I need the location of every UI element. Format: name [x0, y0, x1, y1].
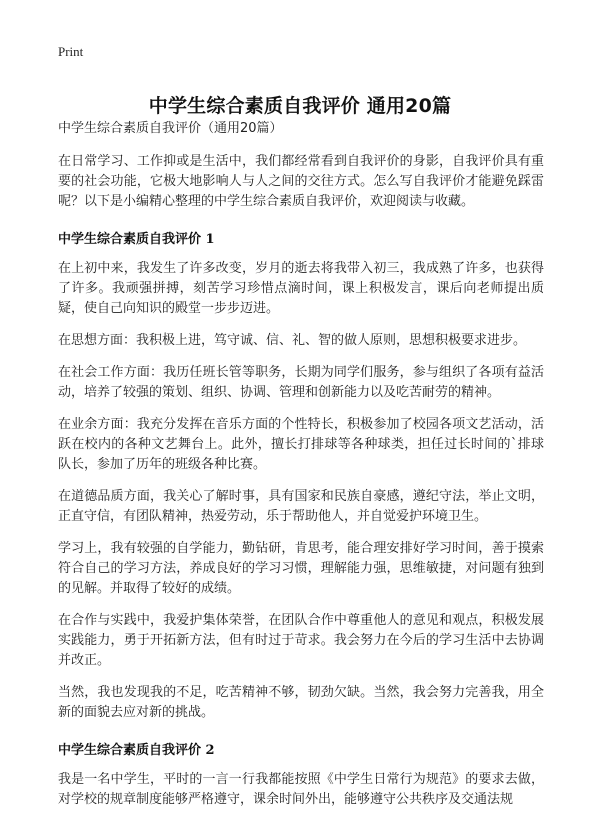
paragraph: 在上初中来，我发生了许多改变，岁月的逝去将我带入初三，我成熟了许多，也获得了许多。我顽强拼搏，刻苦学习珍惜点滴时间，课上积极发言，课后向老师提出质疑，使自己向知识的殿堂一步步迈进。 — [58, 261, 544, 316]
paragraph: 在业余方面：我充分发挥在音乐方面的个性特长，积极参加了校园各项文艺活动，活跃在校内的各种文艺舞台上。此外，擅长打排球等各种球类，担任过长时间的`排球队长，参加了历年的班级各种比赛。 — [58, 417, 544, 472]
paragraph: 在社会工作方面：我历任班长管等职务，长期为同学们服务，参与组织了各项有益活动，培养了较强的策划、组织、协调、管理和创新能力以及吃苦耐劳的精神。 — [58, 365, 544, 400]
section-heading-1: 中学生综合素质自我评价 1 — [58, 232, 215, 247]
paragraph: 在合作与实践中，我爱护集体荣誉，在团队合作中尊重他人的意见和观点，积极发展实践能力，勇于开拓新方法，但有时过于苛求。我会努力在今后的学习生活中去协调并改正。 — [58, 613, 544, 668]
section-heading-2: 中学生综合素质自我评价 2 — [58, 743, 215, 758]
print-link[interactable]: Print — [58, 44, 84, 59]
page-title: 中学生综合素质自我评价 通用20篇 — [148, 94, 452, 117]
paragraph: 在思想方面：我积极上进，笃守诚、信、礼、智的做人原则，思想积极要求进步。 — [58, 333, 527, 348]
paragraph: 学习上，我有较强的自学能力，勤钻研，肯思考，能合理安排好学习时间，善于摸索符合自己的学习方法，养成良好的学习习惯，理解能力强，思维敏捷，对问题有独到的见解。并取得了较好的成绩。 — [58, 541, 544, 596]
paragraph: 我是一名中学生，平时的一言一行我都能按照《中学生日常行为规范》的要求去做，对学校的规章制度能够严格遵守，课余时间外出，能够遵守公共秩序及交通法规 — [58, 772, 544, 807]
paragraph: 当然，我也发现我的不足，吃苦精神不够，韧劲欠缺。当然，我会努力完善我，用全新的面貌去应对新的挑战。 — [58, 685, 544, 720]
article-body — [58, 120, 544, 822]
intro-paragraph: 在日常学习、工作抑或是生活中，我们都经常看到自我评价的身影，自我评价具有重要的社会功能，它极大地影响人与人之间的交往方式。怎么写自我评价才能避免踩雷呢？以下是小编精心整理的中学生综合素质自我评价，欢迎阅读与收藏。 — [58, 154, 544, 209]
article-subtitle: 中学生综合素质自我评价（通用20篇） — [58, 121, 283, 136]
paragraph: 在道德品质方面，我关心了解时事，具有国家和民族自豪感，遵纪守法，举止文明，正直守信，有团队精神，热爱劳动，乐于帮助他人，并自觉爱护环境卫生。 — [58, 489, 544, 524]
